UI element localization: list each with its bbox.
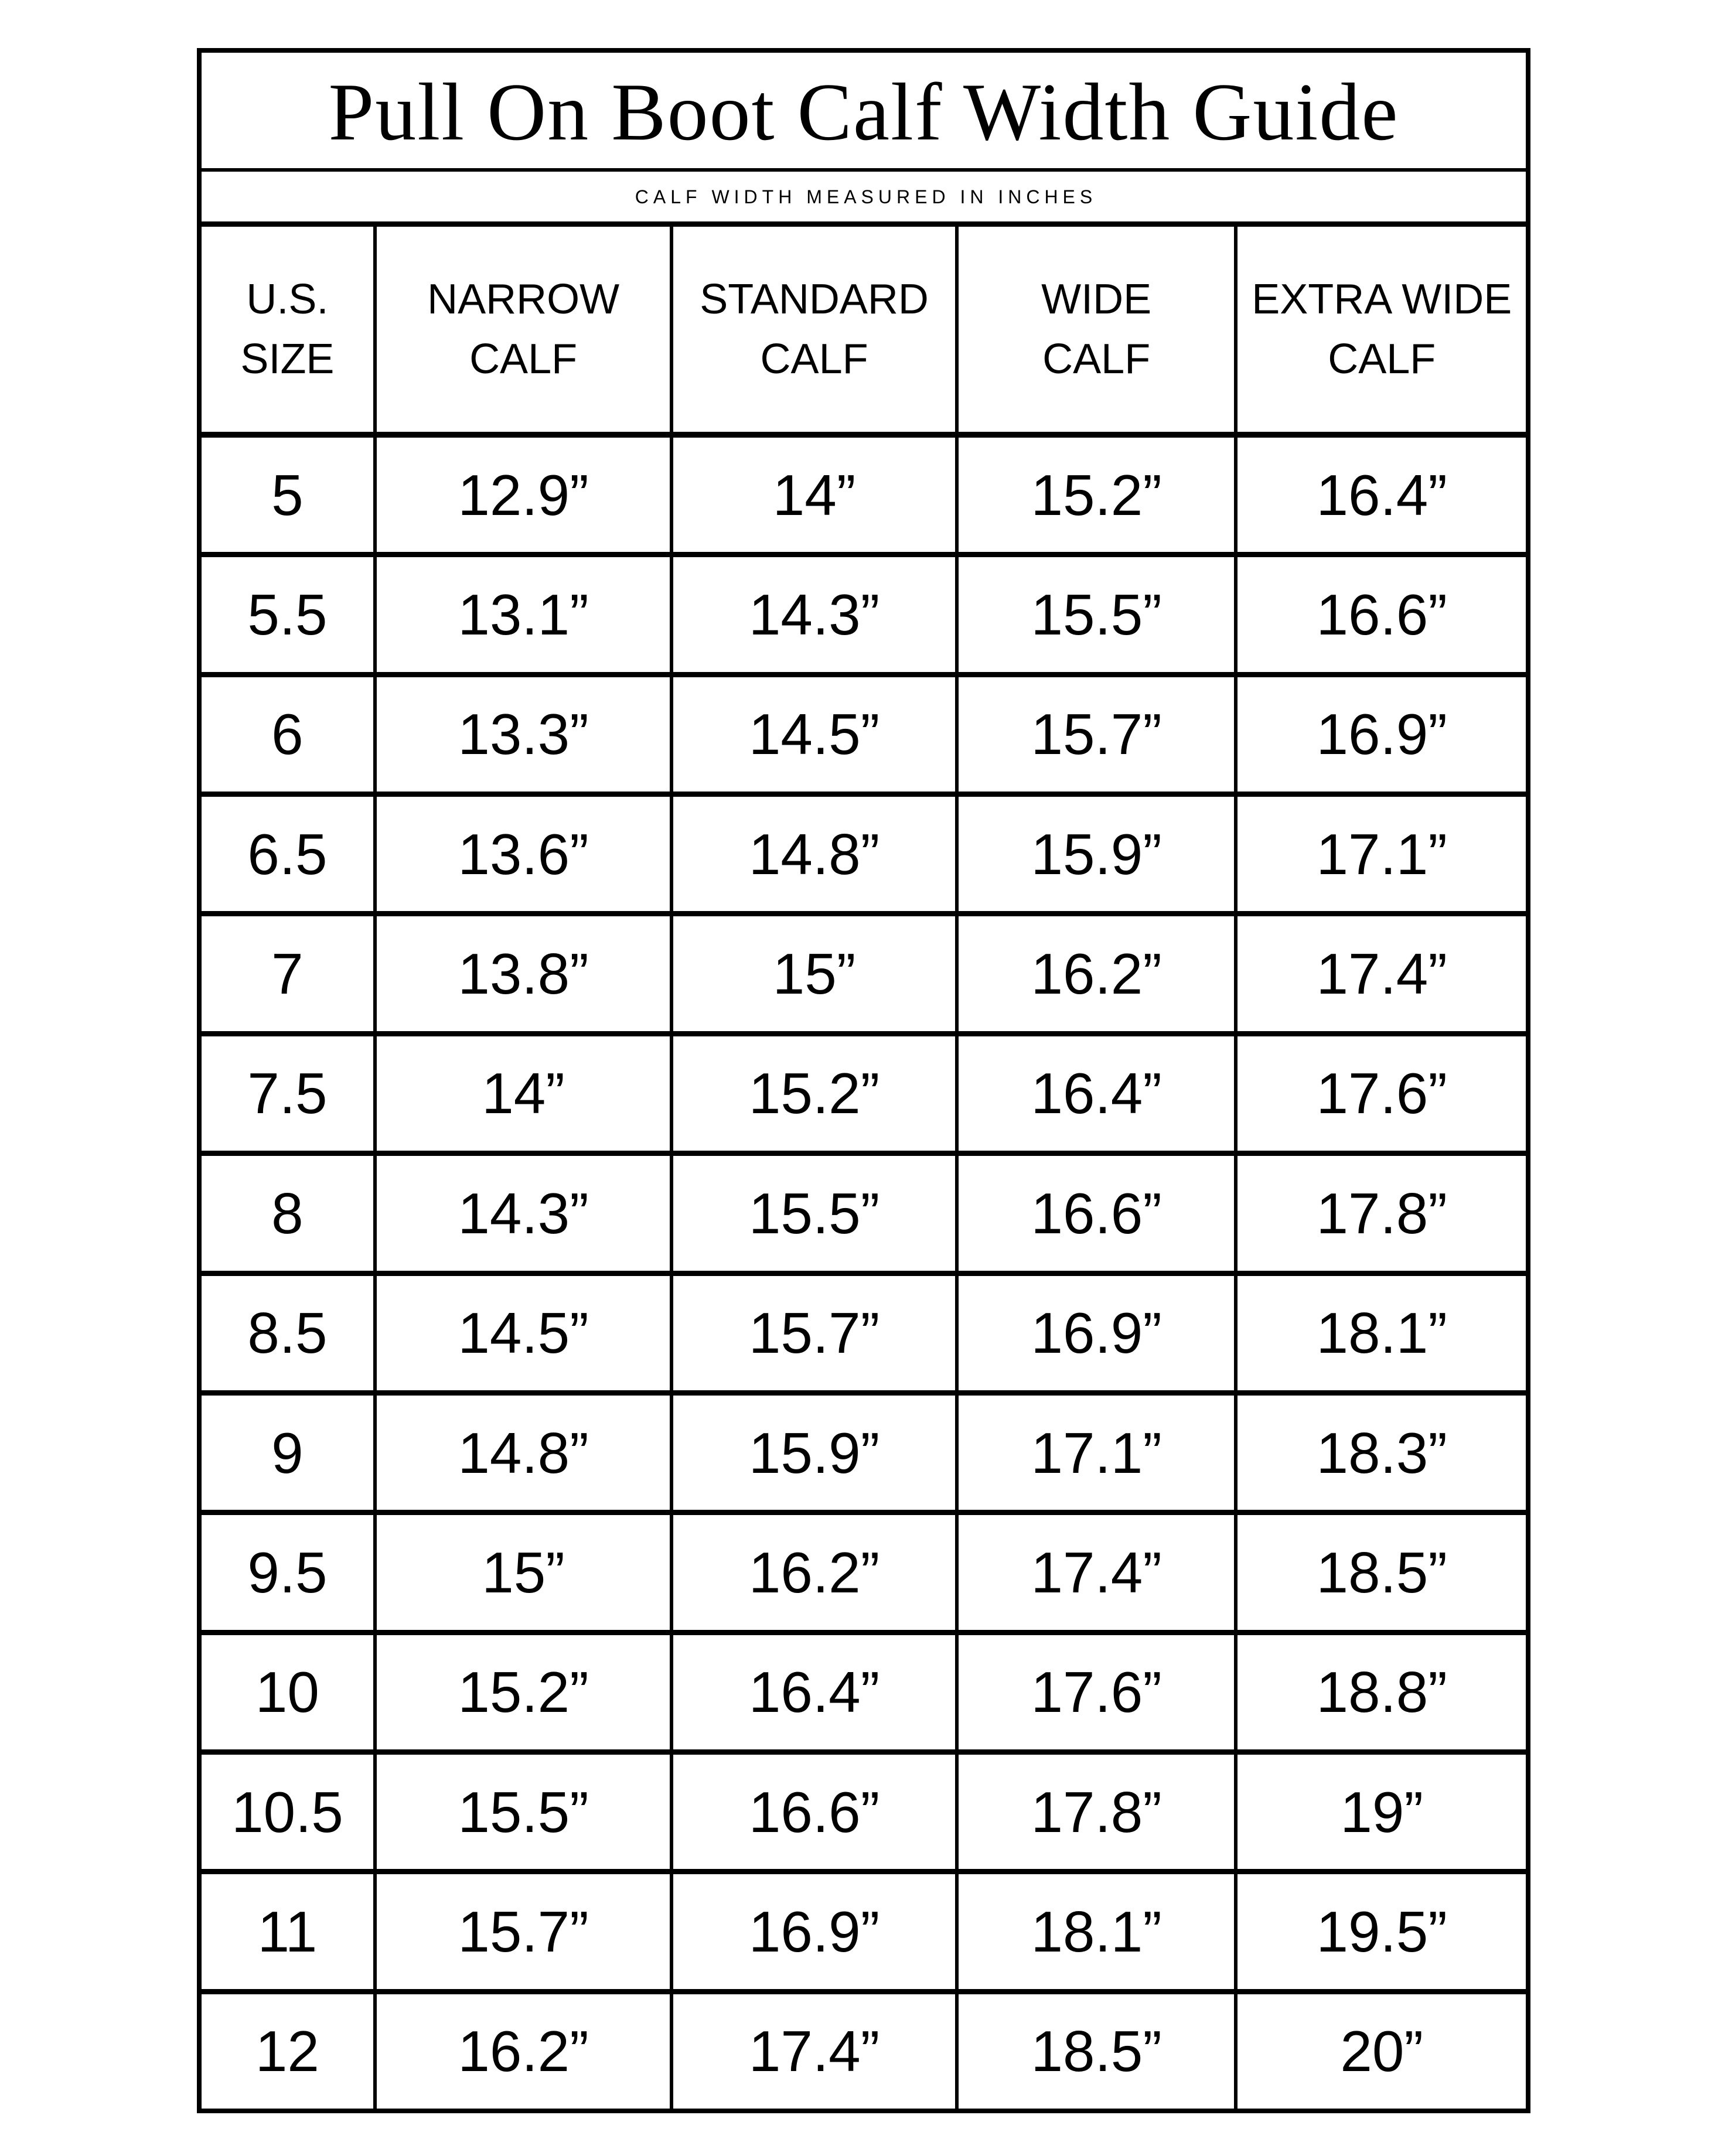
table-row (202, 1994, 1526, 2109)
cell-us-size: 6 (202, 677, 377, 792)
cell-extra-wide-calf: 18.5” (1316, 1540, 1447, 1605)
cell-wide-calf: 15.2” (959, 438, 1238, 552)
table-row (202, 1036, 1526, 1156)
cell-extra-wide-calf: 18.3” (1316, 1420, 1447, 1485)
cell-narrow-calf: 13.1” (377, 557, 673, 671)
calf-width-guide-table (197, 48, 1530, 2113)
cell-wide-calf: 16.9” (959, 1276, 1238, 1390)
table-row (202, 797, 1526, 916)
cell-standard-calf: 15.7” (673, 1276, 959, 1390)
column-header-line: EXTRA WIDE (1252, 275, 1512, 323)
table-row (202, 1515, 1526, 1635)
cell-extra-wide-calf: 17.4” (1316, 941, 1447, 1007)
table-header-row (202, 227, 1526, 438)
table-row (202, 1755, 1526, 1874)
cell-extra-wide-calf: 18.8” (1316, 1660, 1447, 1725)
cell-narrow-calf: 14.3” (377, 1156, 673, 1270)
cell-extra-wide-calf: 17.8” (1316, 1181, 1447, 1246)
column-header-line: U.S. (246, 275, 329, 323)
cell-narrow-calf: 13.3” (377, 677, 673, 792)
cell-standard-calf: 14.3” (673, 557, 959, 671)
column-header-line: NARROW (427, 275, 620, 323)
cell-standard-calf: 14.8” (673, 797, 959, 911)
cell-us-size: 5 (202, 438, 377, 552)
column-header-line: CALF (1042, 336, 1151, 383)
cell-wide-calf: 15.9” (959, 797, 1238, 911)
cell-extra-wide-calf: 16.9” (1316, 702, 1447, 767)
column-header-line: SIZE (240, 336, 335, 383)
cell-narrow-calf: 16.2” (377, 1994, 673, 2109)
cell-standard-calf: 15.5” (673, 1156, 959, 1270)
cell-extra-wide-calf: 17.1” (1316, 821, 1447, 886)
title-band (202, 53, 1526, 172)
cell-narrow-calf: 14.5” (377, 1276, 673, 1390)
cell-us-size: 10.5 (202, 1755, 377, 1869)
cell-standard-calf: 16.6” (673, 1755, 959, 1869)
column-header-narrow-calf (377, 227, 673, 432)
cell-wide-calf: 15.7” (959, 677, 1238, 792)
table-row (202, 916, 1526, 1036)
cell-narrow-calf: 14.8” (377, 1396, 673, 1510)
subtitle-band (202, 172, 1526, 227)
cell-narrow-calf: 13.6” (377, 797, 673, 911)
cell-wide-calf: 17.8” (959, 1755, 1238, 1869)
column-header-line: CALF (760, 336, 868, 383)
cell-narrow-calf: 13.8” (377, 916, 673, 1031)
cell-us-size: 7 (202, 916, 377, 1031)
table-row (202, 438, 1526, 557)
cell-wide-calf: 18.5” (959, 1994, 1238, 2109)
cell-extra-wide-calf: 18.1” (1316, 1301, 1447, 1366)
column-header-standard-calf (673, 227, 959, 432)
cell-standard-calf: 16.2” (673, 1515, 959, 1629)
cell-us-size: 6.5 (202, 797, 377, 911)
cell-wide-calf: 15.5” (959, 557, 1238, 671)
cell-narrow-calf: 12.9” (377, 438, 673, 552)
column-header-line: STANDARD (700, 275, 929, 323)
cell-standard-calf: 15.9” (673, 1396, 959, 1510)
column-header-us-size (202, 227, 377, 432)
cell-wide-calf: 17.1” (959, 1396, 1238, 1510)
table-row (202, 1276, 1526, 1396)
cell-wide-calf: 18.1” (959, 1874, 1238, 1988)
cell-us-size: 8 (202, 1156, 377, 1270)
column-header-line: CALF (469, 336, 578, 383)
cell-us-size: 8.5 (202, 1276, 377, 1390)
cell-narrow-calf: 15.2” (377, 1635, 673, 1749)
cell-standard-calf: 16.9” (673, 1874, 959, 1988)
cell-wide-calf: 16.4” (959, 1036, 1238, 1151)
cell-narrow-calf: 14” (377, 1036, 673, 1151)
table-row (202, 677, 1526, 797)
column-header-extra-wide-calf (1238, 227, 1526, 432)
table-row (202, 1874, 1526, 1994)
cell-extra-wide-calf: 19.5” (1316, 1899, 1447, 1964)
table-row (202, 1156, 1526, 1275)
cell-us-size: 7.5 (202, 1036, 377, 1151)
column-header-wide-calf (959, 227, 1238, 432)
cell-us-size: 9 (202, 1396, 377, 1510)
column-header-line: WIDE (1041, 275, 1152, 323)
table-body (202, 438, 1526, 2109)
cell-us-size: 12 (202, 1994, 377, 2109)
cell-standard-calf: 17.4” (673, 1994, 959, 2109)
cell-us-size: 11 (202, 1874, 377, 1988)
cell-standard-calf: 15.2” (673, 1036, 959, 1151)
cell-standard-calf: 14” (673, 438, 959, 552)
table-row (202, 1396, 1526, 1515)
cell-us-size: 9.5 (202, 1515, 377, 1629)
cell-extra-wide-calf: 16.6” (1316, 582, 1447, 647)
cell-extra-wide-calf: 19” (1340, 1779, 1424, 1844)
cell-standard-calf: 16.4” (673, 1635, 959, 1749)
cell-standard-calf: 14.5” (673, 677, 959, 792)
cell-standard-calf: 15” (673, 916, 959, 1031)
cell-extra-wide-calf: 17.6” (1316, 1061, 1447, 1126)
cell-us-size: 5.5 (202, 557, 377, 671)
cell-wide-calf: 17.4” (959, 1515, 1238, 1629)
cell-us-size: 10 (202, 1635, 377, 1749)
cell-wide-calf: 16.2” (959, 916, 1238, 1031)
column-header-line: CALF (1328, 336, 1436, 383)
page-subtitle: CALF WIDTH MEASURED IN INCHES (635, 186, 1097, 207)
cell-extra-wide-calf: 20” (1340, 2019, 1424, 2084)
cell-extra-wide-calf: 16.4” (1316, 462, 1447, 527)
table-row (202, 1635, 1526, 1755)
cell-narrow-calf: 15.5” (377, 1755, 673, 1869)
page-title: Pull On Boot Calf Width Guide (328, 66, 1399, 158)
cell-wide-calf: 17.6” (959, 1635, 1238, 1749)
cell-narrow-calf: 15.7” (377, 1874, 673, 1988)
table-row (202, 557, 1526, 677)
cell-wide-calf: 16.6” (959, 1156, 1238, 1270)
cell-narrow-calf: 15” (377, 1515, 673, 1629)
